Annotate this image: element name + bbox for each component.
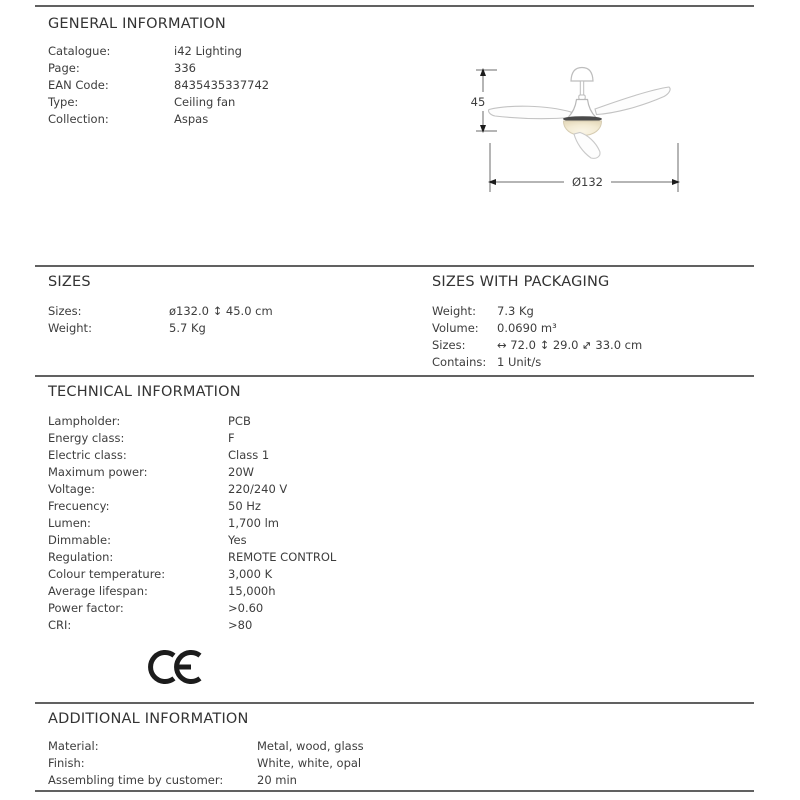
spec-row [48, 303, 273, 320]
spec-label: Dimmable: [48, 533, 111, 547]
spec-label: Voltage: [48, 482, 96, 496]
divider [35, 702, 754, 704]
spec-table [48, 43, 269, 128]
section-sizes [48, 272, 273, 337]
spec-label: Lampholder: [48, 414, 121, 428]
spec-value: >0.60 [228, 601, 264, 615]
section-technical-information [48, 382, 336, 634]
rod-coupler [579, 95, 585, 100]
spec-row [48, 755, 364, 772]
spec-value: 20W [228, 465, 255, 479]
arrow-left-icon [488, 179, 496, 185]
spec-value: Metal, wood, glass [257, 739, 364, 753]
spec-value: 20 min [257, 773, 297, 787]
spec-value: 220/240 V [228, 482, 288, 496]
spec-label: EAN Code: [48, 78, 109, 92]
spec-label: Catalogue: [48, 44, 111, 58]
spec-label: Contains: [432, 355, 487, 369]
divider [35, 265, 754, 267]
spec-row [48, 566, 336, 583]
spec-row [48, 430, 336, 447]
spec-value: ↔ 72.0 ↕ 29.0 ↔ 33.0 cm [497, 336, 643, 354]
fan-blade-front [574, 133, 600, 159]
spec-label: Type: [48, 95, 79, 109]
divider [35, 5, 754, 7]
section-sizes-with-packaging [432, 272, 642, 371]
spec-row [432, 320, 642, 337]
divider [35, 375, 754, 377]
spec-label: Weight: [48, 321, 92, 335]
spec-row [48, 94, 269, 111]
spec-table [48, 413, 336, 634]
spec-table [48, 303, 273, 337]
spec-row [48, 617, 336, 634]
section-title: SIZES WITH PACKAGING [432, 274, 610, 290]
spec-label: Finish: [48, 756, 85, 770]
spec-label: Lumen: [48, 516, 91, 530]
spec-row [48, 447, 336, 464]
spec-value: 1,700 lm [228, 516, 279, 530]
section-title: SIZES [48, 274, 91, 290]
spec-value: REMOTE CONTROL [228, 550, 337, 564]
spec-value: Class 1 [228, 448, 270, 462]
arrow-down-icon [480, 125, 486, 133]
spec-value: 5.7 Kg [169, 321, 206, 335]
height-arrow-icon: ↕ [539, 338, 550, 352]
diameter-dimension-label: Ø132 [571, 175, 604, 189]
spec-label: Collection: [48, 112, 109, 126]
spec-row [48, 464, 336, 481]
divider [35, 790, 754, 792]
spec-value: ø132.0 ↕ 45.0 cm [169, 304, 273, 318]
spec-value: PCB [228, 414, 251, 428]
fan-blade-left [489, 106, 572, 118]
spec-row [432, 303, 642, 320]
fan-drawing [489, 68, 670, 159]
depth-arrow-icon: ↔ [578, 336, 595, 354]
spec-value: 336 [174, 61, 196, 75]
spec-label: Energy class: [48, 431, 125, 445]
spec-label: Weight: [432, 304, 476, 318]
section-general-information [48, 14, 269, 128]
spec-label: Sizes: [48, 304, 82, 318]
height-dimension-label: 45 [470, 95, 486, 109]
spec-row [48, 515, 336, 532]
spec-label: Material: [48, 739, 99, 753]
spec-label: Volume: [432, 321, 479, 335]
section-title: ADDITIONAL INFORMATION [48, 711, 249, 727]
spec-row [48, 532, 336, 549]
spec-row [48, 320, 273, 337]
spec-row [48, 60, 269, 77]
spec-label: Regulation: [48, 550, 114, 564]
spec-row [48, 481, 336, 498]
spec-row [48, 498, 336, 515]
spec-value: 8435435337742 [174, 78, 270, 92]
spec-label: Power factor: [48, 601, 124, 615]
spec-value: 7.3 Kg [497, 304, 534, 318]
height-arrow-icon: ↕ [212, 304, 223, 318]
spec-row [48, 77, 269, 94]
section-additional-information [48, 709, 364, 789]
ceiling-fan-illustration [450, 55, 740, 205]
fan-blade-right [595, 87, 670, 115]
spec-label: Assembling time by customer: [48, 773, 224, 787]
spec-row [48, 738, 364, 755]
section-title: TECHNICAL INFORMATION [48, 384, 241, 400]
spec-label: Average lifespan: [48, 584, 148, 598]
spec-value: White, white, opal [257, 756, 362, 770]
spec-label: Maximum power: [48, 465, 148, 479]
spec-value: 3,000 K [228, 567, 273, 581]
spec-table [48, 738, 364, 789]
spec-value: 15,000h [228, 584, 276, 598]
motor-housing [568, 100, 596, 118]
spec-row [48, 583, 336, 600]
spec-value: 0.0690 m³ [497, 321, 557, 335]
arrow-up-icon [480, 68, 486, 76]
spec-value: Ceiling fan [174, 95, 236, 109]
spec-label: CRI: [48, 618, 72, 632]
spec-row [48, 43, 269, 60]
spec-row [48, 600, 336, 617]
spec-table [432, 303, 642, 371]
width-arrow-icon: ↔ [497, 338, 507, 352]
arrow-right-icon [672, 179, 680, 185]
spec-label: Page: [48, 61, 80, 75]
spec-value: Aspas [174, 112, 209, 126]
spec-row [48, 111, 269, 128]
spec-row [48, 549, 336, 566]
spec-row [48, 772, 364, 789]
spec-row [432, 337, 642, 354]
spec-value: 50 Hz [228, 499, 261, 513]
ce-mark-icon [148, 646, 202, 688]
spec-label: Electric class: [48, 448, 127, 462]
spec-value: 1 Unit/s [497, 355, 542, 369]
downrod [580, 81, 583, 96]
spec-value: F [228, 431, 235, 445]
spec-value: i42 Lighting [174, 44, 242, 58]
spec-label: Frecuency: [48, 499, 110, 513]
spec-value: Yes [228, 533, 247, 547]
spec-row [48, 413, 336, 430]
spec-value: >80 [228, 618, 253, 632]
section-title: GENERAL INFORMATION [48, 16, 226, 32]
spec-label: Colour temperature: [48, 567, 166, 581]
canopy [571, 68, 593, 82]
spec-row [432, 354, 642, 371]
spec-label: Sizes: [432, 338, 466, 352]
